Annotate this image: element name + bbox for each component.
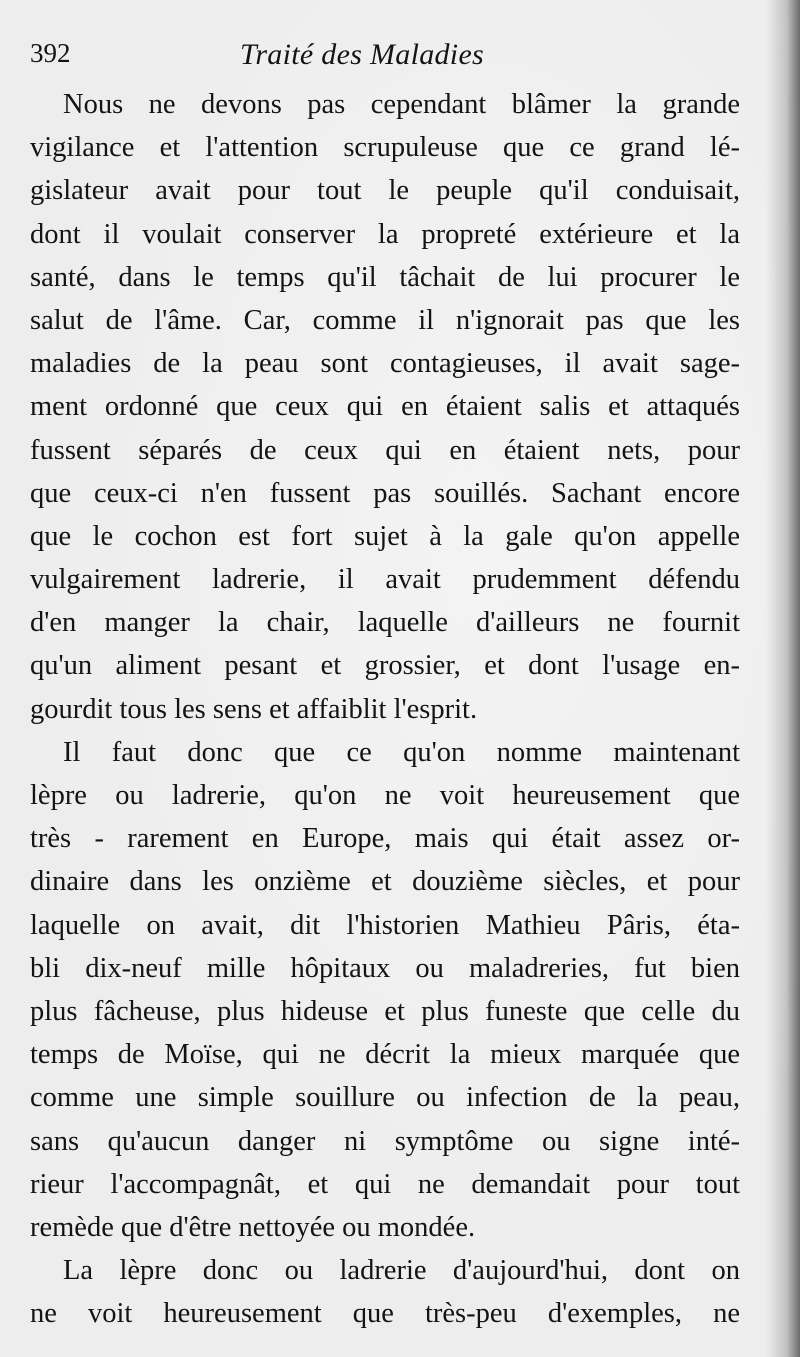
page-number: 392 (30, 38, 71, 68)
text-line: fussent séparés de ceux qui en étaient nets, pour (30, 434, 740, 466)
text-line: rieur l'accompagnât, et qui ne demandait pour tout (30, 1168, 740, 1200)
text-line: bli dix-neuf mille hôpitaux ou maladreries, fut bien (30, 952, 740, 984)
text-line: d'en manger la chair, laquelle d'ailleurs ne fournit (30, 607, 740, 639)
text-line: dinaire dans les onzième et douzième siècles, et pour (30, 866, 740, 898)
text-line: santé, dans le temps qu'il tâchait de lui procurer le (30, 261, 740, 293)
text-line: plus fâcheuse, plus hideuse et plus funeste que celle du (30, 995, 740, 1027)
text-line: ne voit heureusement que très-peu d'exemples, ne (30, 1298, 740, 1330)
text-line: maladies de la peau sont contagieuses, il avait sage- (30, 348, 740, 380)
text-line: sans qu'aucun danger ni symptôme ou signe inté- (30, 1125, 740, 1157)
text-line: que ceux-ci n'en fussent pas souillés. Sachant encore (30, 477, 740, 509)
text-line: vulgairement ladrerie, il avait prudemment défendu (30, 564, 740, 596)
text-line: Il faut donc que ce qu'on nomme maintenant (63, 736, 740, 768)
text-line: temps de Moïse, qui ne décrit la mieux marquée que (30, 1039, 740, 1071)
text-line: La lèpre donc ou ladrerie d'aujourd'hui, dont on (63, 1255, 740, 1287)
text-line: Nous ne devons pas cependant blâmer la grande (63, 89, 740, 120)
text-line: ment ordonné que ceux qui en étaient salis et attaqués (30, 391, 740, 423)
running-title: Traité des Maladies (240, 38, 485, 71)
text-line: qu'un aliment pesant et grossier, et dont l'usage en- (30, 650, 740, 682)
text-line: remède que d'être nettoyée ou mondée. (30, 1211, 476, 1243)
text-line: comme une simple souillure ou infection de la peau, (30, 1082, 740, 1114)
text-line: très - rarement en Europe, mais qui était assez or- (30, 823, 740, 855)
text-line: vigilance et l'attention scrupuleuse que ce grand lé- (30, 132, 740, 164)
text-line: laquelle on avait, dit l'historien Mathieu Pâris, éta- (30, 909, 740, 941)
text-line: gislateur avait pour tout le peuple qu'il conduisait, (30, 175, 740, 207)
page-header (30, 38, 730, 78)
text-line: dont il voulait conserver la propreté extérieure et la (30, 218, 740, 250)
text-line: gourdit tous les sens et affaiblit l'esprit. (30, 693, 478, 725)
body-text (30, 83, 740, 1335)
text-line: salut de l'âme. Car, comme il n'ignorait pas que les (30, 304, 740, 336)
text-line: que le cochon est fort sujet à la gale qu'on appelle (30, 520, 740, 552)
page-edge-shadow (766, 0, 800, 1357)
text-line: lèpre ou ladrerie, qu'on ne voit heureusement que (30, 780, 740, 811)
